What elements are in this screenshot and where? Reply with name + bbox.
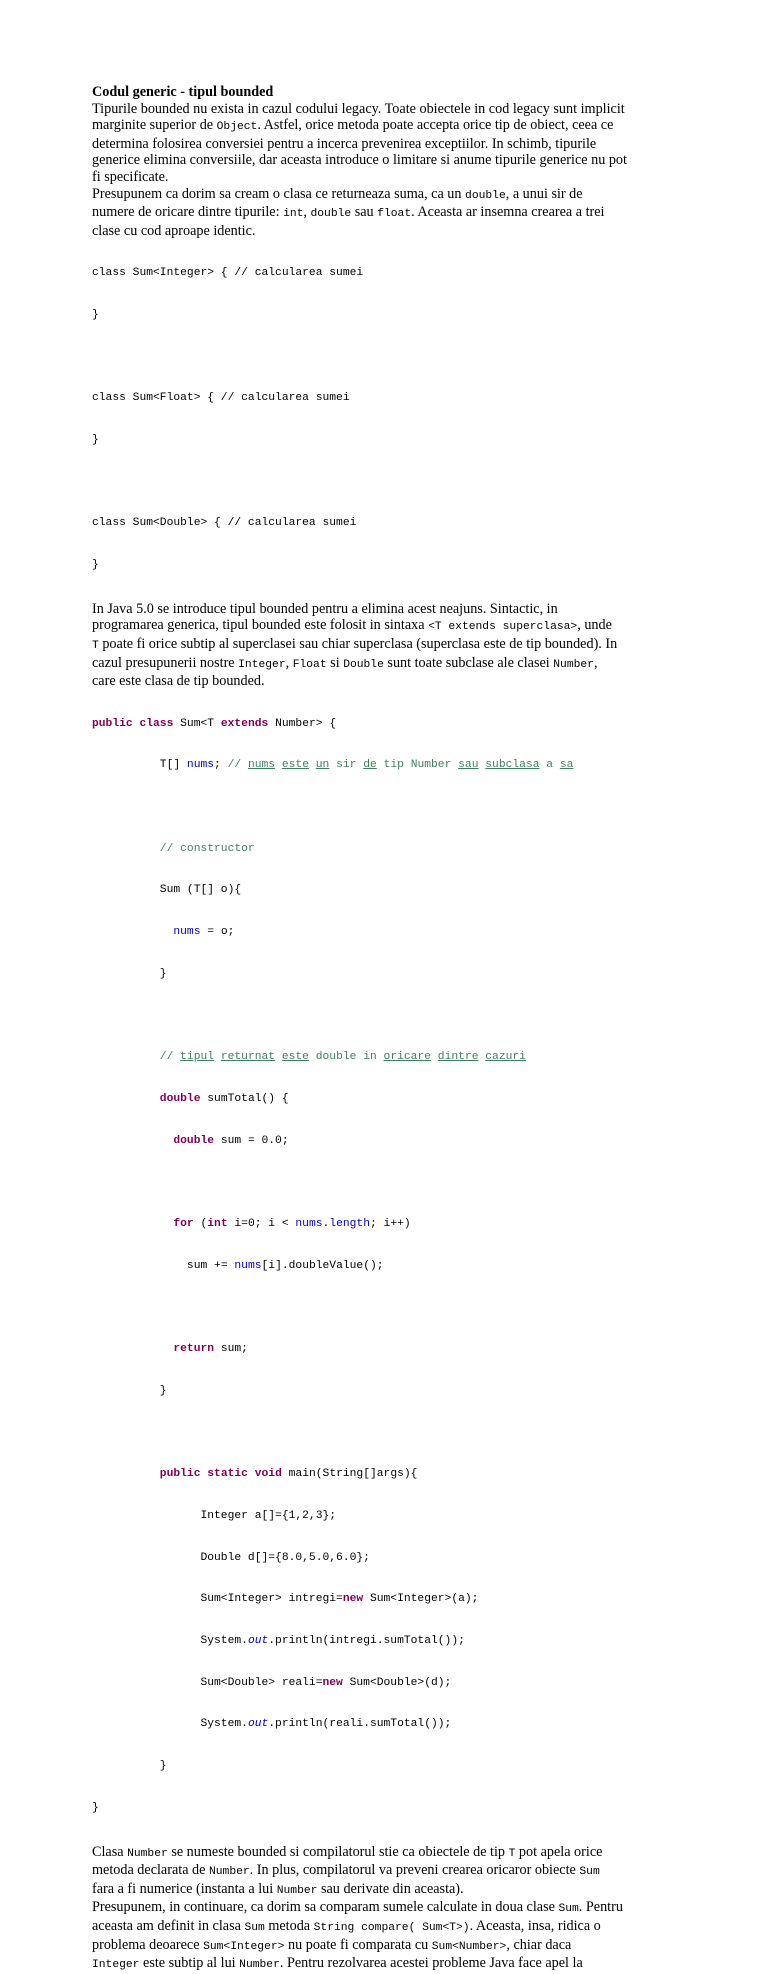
text-line: programarea generica, tipul bounded este folosit in sintaxa <T extends superclasa>, unde <box>92 617 612 634</box>
code-line: class Sum<Integer> { // calcularea sumei <box>92 267 364 280</box>
code-blank-line <box>92 1176 692 1190</box>
code-line <box>92 1051 692 1065</box>
code-line: } <box>159 967 167 980</box>
inline-code: Sum <box>579 1866 600 1879</box>
text-line: Presupunem ca dorim sa cream o clasa ce returneaza suma, ca un double, a unui sir de <box>92 185 583 202</box>
document-page <box>92 84 692 1974</box>
text-line: In Java 5.0 se introduce tipul bounded pentru a elimina acest neajuns. Sintactic, in <box>92 600 558 617</box>
inline-code: double <box>465 189 506 202</box>
code-line: System.out.println(intregi.sumTotal()); <box>200 1635 465 1648</box>
code-line <box>92 351 692 365</box>
text-line: problema deoarece Sum<Integer> nu poate fi comparata cu Sum<Number>, chiar daca <box>92 1936 572 1953</box>
code-line: } <box>92 1801 99 1814</box>
code-block-sum-generic <box>92 690 692 1844</box>
text-line: generice elimina conversiile, dar aceasta introduce o limitare si anume tipurile generice nu pot <box>92 152 627 169</box>
code-comment: // nums este un sir de tip Number sau subclasa a sa <box>227 759 574 772</box>
inline-code: <T extends superclasa> <box>428 621 578 634</box>
inline-code: Sum <box>558 1903 579 1916</box>
code-line: Double d[]={8.0,5.0,6.0}; <box>200 1551 370 1564</box>
inline-code: Object <box>216 121 258 134</box>
code-comment: // tipul returnat este double in oricare dintre cazuri <box>159 1051 526 1064</box>
text-line: metoda declarata de Number. In plus, compilatorul va preveni crearea oricaror obiecte Sum <box>92 1862 600 1879</box>
text-line: fara a fi numerice (instanta a lui Number sau derivate din aceasta). <box>92 1880 464 1897</box>
code-block-sum-classes <box>92 239 692 600</box>
inline-code: T <box>92 639 99 652</box>
text-line: Clasa Number se numeste bounded si compilatorul stie ca obiectele de tip T pot apela orice <box>92 1843 603 1860</box>
inline-code: Number <box>208 1866 250 1879</box>
inline-code: Number <box>553 658 594 671</box>
code-line: public static void main(String[]args){ <box>159 1468 418 1481</box>
inline-code: T <box>508 1847 516 1860</box>
code-line: T[] nums; // nums este un sir de tip Number sau subclasa a sa <box>159 759 574 772</box>
inline-code: Sum<Number> <box>431 1940 507 1953</box>
code-blank-line <box>92 1301 692 1315</box>
code-line: double sum = 0.0; <box>173 1134 289 1147</box>
inline-code: Integer <box>238 658 286 671</box>
inline-code: Sum <box>244 1921 265 1934</box>
code-line: class Sum<Float> { // calcularea sumei <box>92 392 350 405</box>
code-line: Sum<Double> reali=new Sum<Double>(d); <box>200 1676 452 1689</box>
code-line: nums = o; <box>173 926 235 939</box>
text-line: aceasta am definit in clasa Sum metoda String compare( Sum<T>). Aceasta, insa, ridica o <box>92 1917 601 1934</box>
inline-code: float <box>377 208 412 221</box>
text-line: fi specificate. <box>92 168 169 185</box>
code-line <box>92 843 692 857</box>
text-line: numere de oricare dintre tipurile: int, double sau float. Aceasta ar insemna crearea a trei <box>92 204 605 221</box>
text-line: Tipurile bounded nu exista in cazul codului legacy. Toate obiectele in cod legacy sunt implicit <box>92 100 625 117</box>
inline-code: int <box>283 208 304 221</box>
text-line: marginite superior de Object. Astfel, orice metoda poate accepta orice tip de obiect, ceea ce <box>92 117 614 134</box>
code-line: sum += nums[i].doubleValue(); <box>186 1259 384 1272</box>
text-line: clase cu cod aproape identic. <box>92 222 256 239</box>
code-blank-line <box>92 1427 692 1441</box>
paragraph-compare-sums <box>92 1899 692 1973</box>
text-line: Integer este subtip al lui Number. Pentru rezolvarea acestei probleme Java face apel la <box>92 1955 583 1972</box>
code-comment: // constructor <box>159 842 255 855</box>
code-line: Sum<Integer> intregi=new Sum<Integer>(a); <box>200 1593 479 1606</box>
paragraph-sum-intro <box>92 186 692 240</box>
section-title: Codul generic - tipul bounded <box>92 84 274 100</box>
code-line: } <box>92 559 99 572</box>
inline-code: Float <box>292 658 327 671</box>
inline-code: String compare( Sum<T>) <box>313 1921 470 1934</box>
code-blank-line <box>92 801 692 815</box>
code-line: } <box>92 308 99 321</box>
code-line: } <box>159 1760 167 1773</box>
paragraph-java5-bounded <box>92 601 692 690</box>
inline-code: Double <box>343 658 384 671</box>
inline-code: Number <box>276 1884 318 1897</box>
code-line: class Sum<Double> { // calcularea sumei <box>92 517 357 530</box>
inline-code: Sum<Integer> <box>203 1940 285 1953</box>
inline-code: Number <box>239 1959 280 1972</box>
text-line: T poate fi orice subtip al superclasei sau chiar superclasa (superclasa este de tip bounded). In <box>92 635 618 652</box>
code-line: return sum; <box>173 1343 248 1356</box>
code-line: Sum (T[] o){ <box>159 884 242 897</box>
inline-code: Integer <box>92 1959 140 1972</box>
code-line: double sumTotal() { <box>159 1092 289 1105</box>
code-line: System.out.println(reali.sumTotal()); <box>200 1718 452 1731</box>
code-line: } <box>92 433 99 446</box>
paragraph-number-bounded <box>92 1844 692 1900</box>
inline-code: double <box>310 208 352 221</box>
code-line: } <box>159 1384 167 1397</box>
text-line: determina folosirea conversiei pentru a incerca prevenirea exceptiilor. In schimb, tipurile <box>92 135 597 152</box>
inline-code: Number <box>127 1847 168 1860</box>
text-line: cazul presupunerii nostre Integer, Float si Double sunt toate subclase ale clasei Number, <box>92 654 598 671</box>
code-line: Integer a[]={1,2,3}; <box>200 1509 337 1522</box>
code-line: public class Sum<T extends Number> { <box>92 717 337 730</box>
code-line: for (int i=0; i < nums.length; i++) <box>173 1218 411 1230</box>
paragraph-legacy <box>92 101 692 186</box>
text-line: care este clasa de tip bounded. <box>92 673 265 690</box>
text-line: Presupunem, in continuare, ca dorim sa comparam sumele calculate in doua clase Sum. Pentru <box>92 1899 623 1916</box>
code-line <box>92 476 692 490</box>
code-blank-line <box>92 1009 692 1023</box>
